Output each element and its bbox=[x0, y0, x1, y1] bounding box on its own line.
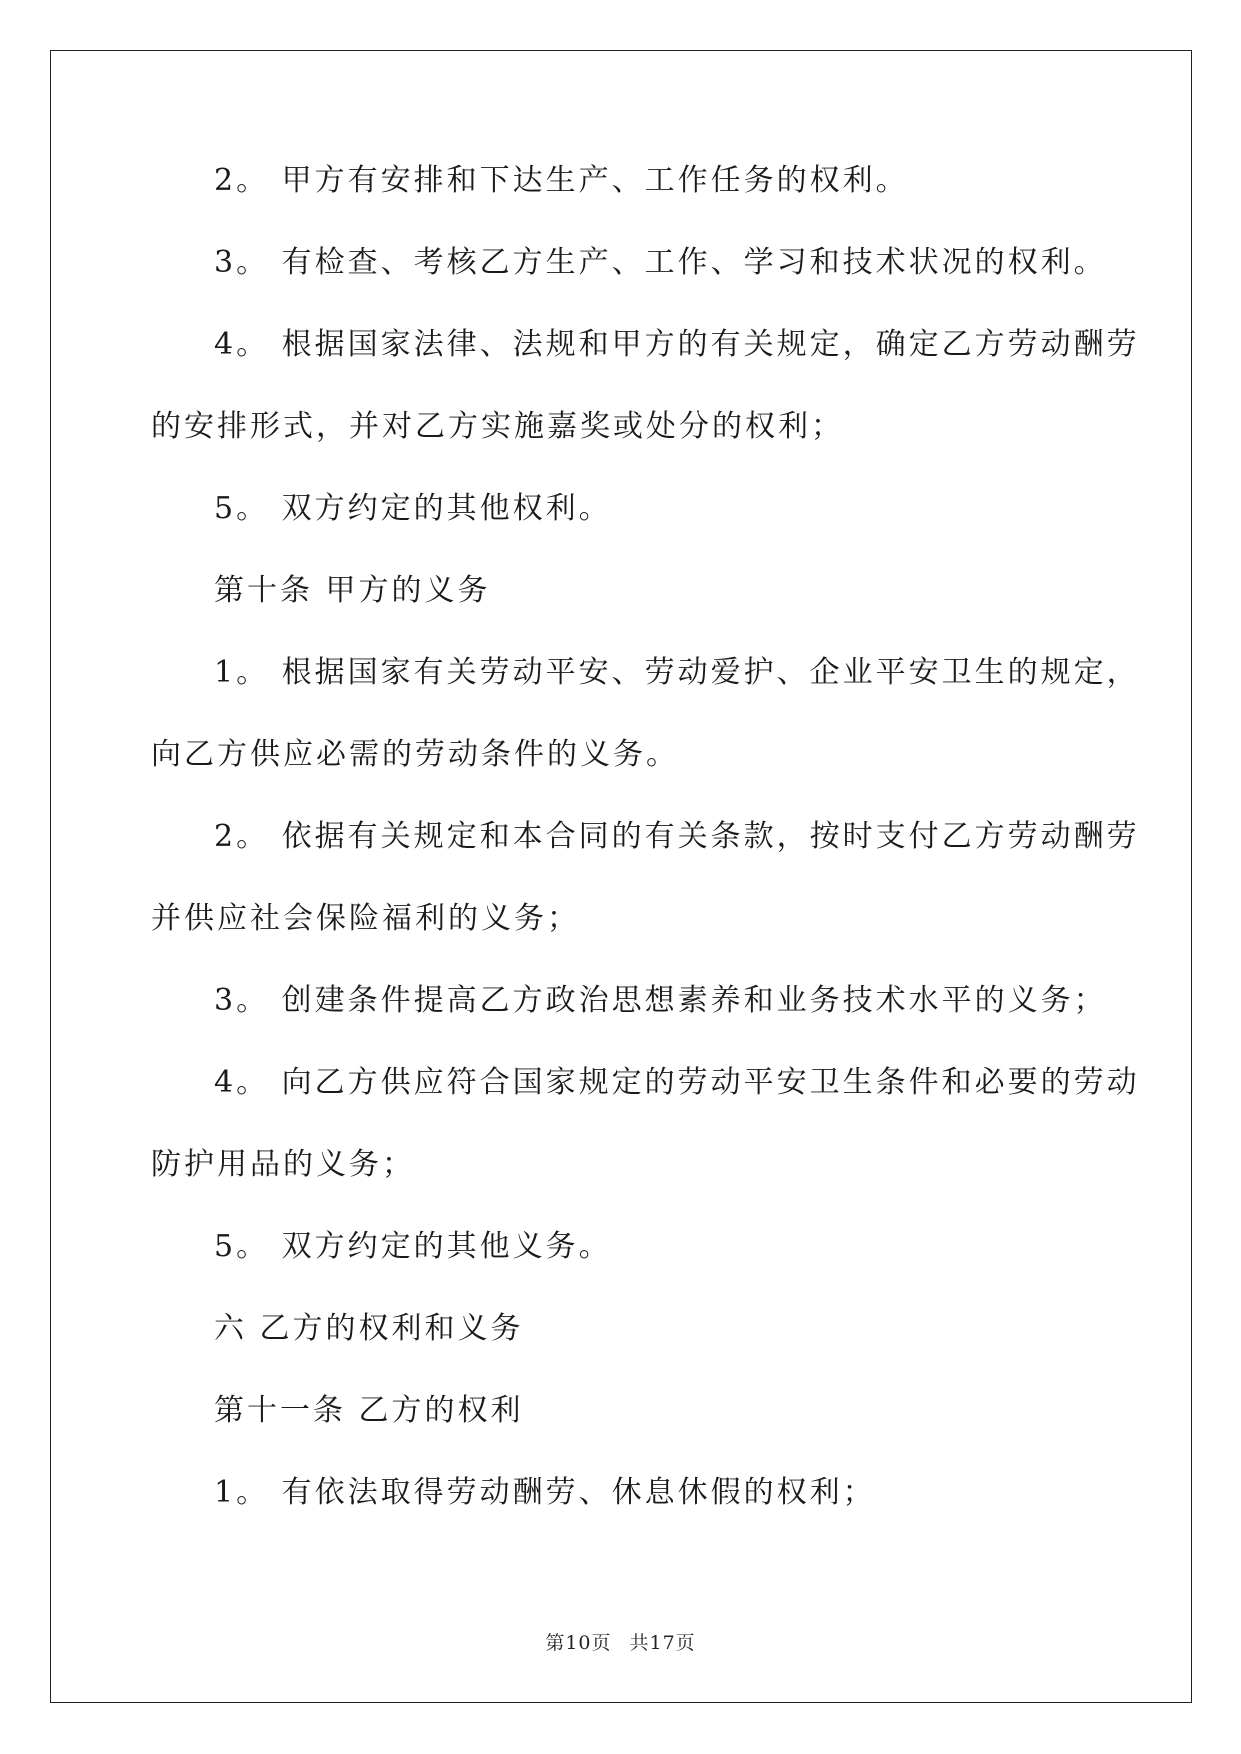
total-pages: 共17页 bbox=[629, 1632, 696, 1654]
paragraph-line: 4。 向乙方供应符合国家规定的劳动平安卫生条件和必要的劳动 bbox=[214, 1065, 1140, 1100]
paragraph-line: 1。 有依法取得劳动酬劳、休息休假的权利； bbox=[214, 1475, 876, 1510]
paragraph-line: 向乙方供应必需的劳动条件的义务。 bbox=[151, 737, 679, 772]
paragraph-line: 并供应社会保险福利的义务； bbox=[151, 901, 580, 936]
paragraph-line: 3。 创建条件提高乙方政治思想素养和业务技术水平的义务； bbox=[214, 983, 1107, 1018]
paragraph-line: 5。 双方约定的其他义务。 bbox=[214, 1229, 612, 1264]
paragraph-line: 5。 双方约定的其他权利。 bbox=[214, 491, 612, 526]
paragraph-line: 2。 甲方有安排和下达生产、工作任务的权利。 bbox=[214, 163, 909, 198]
paragraph-line: 的安排形式，并对乙方实施嘉奖或处分的权利； bbox=[151, 409, 844, 444]
section-heading: 六 乙方的权利和义务 bbox=[214, 1311, 524, 1346]
section-heading: 第十条 甲方的义务 bbox=[214, 573, 491, 608]
paragraph-line: 1。 根据国家有关劳动平安、劳动爱护、企业平安卫生的规定， bbox=[214, 655, 1140, 690]
page-footer bbox=[0, 1628, 1241, 1655]
paragraph-line: 防护用品的义务； bbox=[151, 1147, 415, 1182]
paragraph-line: 2。 依据有关规定和本合同的有关条款，按时支付乙方劳动酬劳 bbox=[214, 819, 1140, 854]
document-body bbox=[151, 160, 1140, 1554]
section-heading: 第十一条 乙方的权利 bbox=[214, 1393, 524, 1428]
paragraph-line: 4。 根据国家法律、法规和甲方的有关规定，确定乙方劳动酬劳 bbox=[214, 327, 1140, 362]
paragraph-line: 3。 有检查、考核乙方生产、工作、学习和技术状况的权利。 bbox=[214, 245, 1107, 280]
current-page-number: 第10页 bbox=[545, 1632, 612, 1654]
